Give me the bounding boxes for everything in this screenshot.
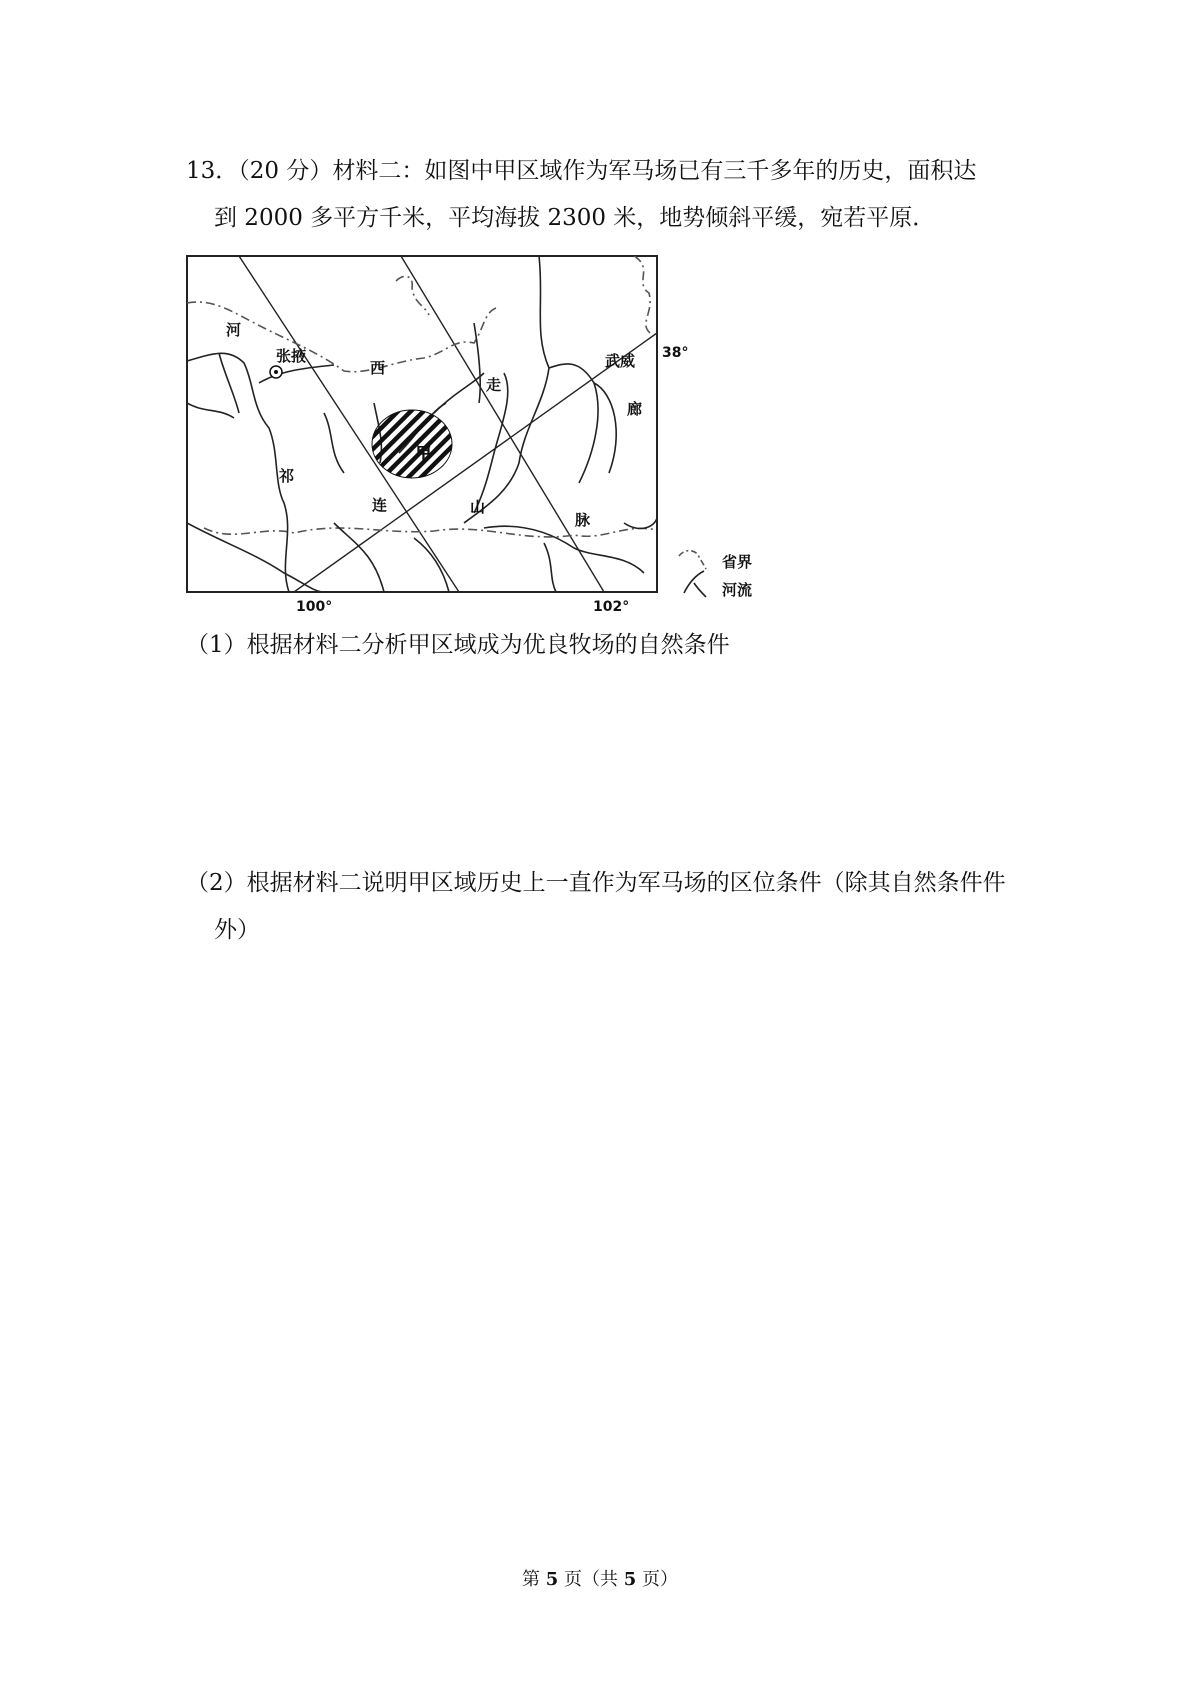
legend-border-icon: [679, 551, 706, 569]
legend-river-label: 河流: [722, 581, 753, 599]
label-jia: 甲: [416, 444, 432, 462]
label-mai: 脉: [575, 511, 591, 529]
label-wuwei: 武威: [605, 352, 636, 370]
question-13-text-line2: 到 2000 多平方千米，平均海拔 2300 米，地势倾斜平缓，宛若平原．: [214, 205, 936, 231]
footer-total-pages: 5: [623, 1569, 637, 1590]
footer-suffix: 页）: [642, 1569, 678, 1590]
subquestion-1: （1）根据材料二分析甲区域成为优良牧场的自然条件: [186, 632, 730, 658]
coord-lon-100: 100°: [296, 599, 333, 613]
coord-lat-38: 38°: [662, 345, 689, 361]
label-shan: 山: [470, 498, 486, 516]
subquestion-2-line1: （2）根据材料二说明甲区域历史上一直作为军马场的区位条件（除其自然条件件: [186, 870, 1006, 896]
coord-lon-102: 102°: [593, 599, 630, 613]
label-lian: 连: [372, 496, 388, 514]
footer-page-number: 5: [545, 1569, 559, 1590]
footer-prefix: 第: [522, 1569, 540, 1590]
label-zou: 走: [486, 376, 502, 394]
question-13-text-line1: 13．（20 分）材料二：如图中甲区域作为军马场已有三千多年的历史，面积达: [186, 158, 977, 184]
label-xi: 西: [370, 359, 386, 377]
label-he: 河: [226, 321, 242, 339]
hexi-corridor-map: [184, 253, 784, 613]
legend-river-icon: [684, 571, 706, 597]
region-jia-hatched-area: [372, 410, 452, 478]
label-zhangye: 张掖: [276, 347, 307, 365]
label-qi: 祁: [279, 467, 295, 485]
page-footer: [0, 1565, 1200, 1591]
label-lang: 廊: [627, 400, 643, 418]
footer-middle: 页（共: [564, 1569, 618, 1590]
city-marker-dot: [274, 370, 278, 374]
legend-border-label: 省界: [722, 553, 753, 571]
subquestion-2-line2: 外）: [214, 917, 260, 943]
